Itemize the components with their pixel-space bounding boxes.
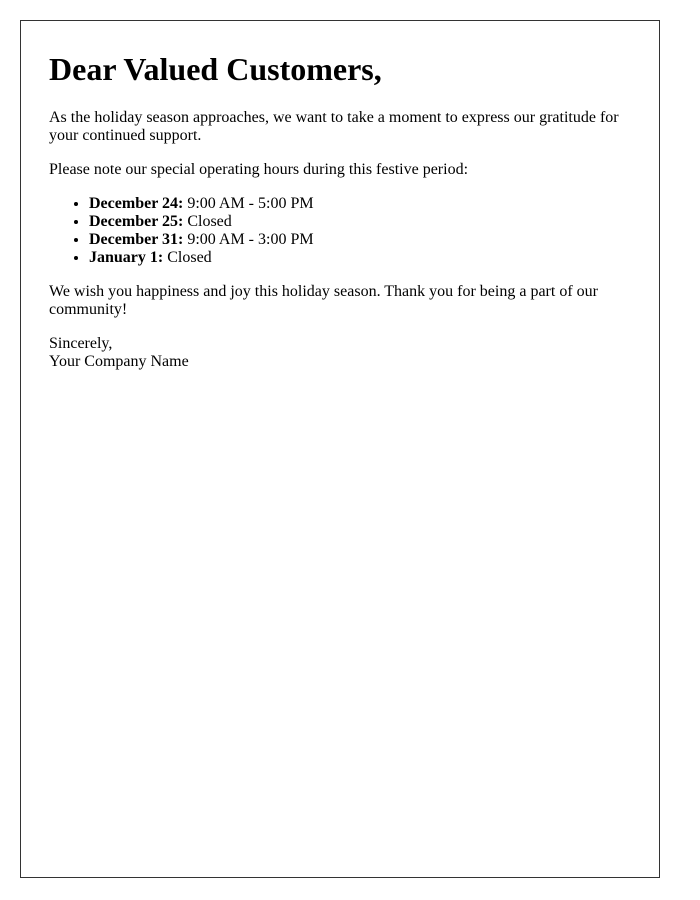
letter-page — [20, 20, 660, 878]
hours-item-jan-1 — [89, 249, 631, 267]
signoff-text: Sincerely, — [49, 335, 113, 352]
hours-date: December 25: — [89, 213, 184, 230]
greeting-heading: Dear Valued Customers, — [49, 51, 382, 87]
hours-time: 9:00 AM - 3:00 PM — [187, 231, 314, 248]
hours-item-dec-24 — [89, 195, 631, 213]
signature-text: Your Company Name — [49, 353, 189, 370]
intro-paragraph: As the holiday season approaches, we want to take a moment to express our gratitude for your continued support. — [49, 109, 619, 144]
hours-note-paragraph: Please note our special operating hours during this festive period: — [49, 161, 469, 178]
hours-time: Closed — [167, 249, 212, 266]
hours-date: January 1: — [89, 249, 164, 266]
hours-item-dec-31 — [89, 231, 631, 249]
wish-paragraph: We wish you happiness and joy this holiday season. Thank you for being a part of our community! — [49, 283, 598, 318]
hours-time: 9:00 AM - 5:00 PM — [187, 195, 314, 212]
hours-date: December 24: — [89, 195, 184, 212]
hours-date: December 31: — [89, 231, 184, 248]
hours-item-dec-25 — [89, 213, 631, 231]
operating-hours-list — [49, 195, 631, 267]
hours-time: Closed — [187, 213, 232, 230]
closing-block — [49, 335, 631, 371]
